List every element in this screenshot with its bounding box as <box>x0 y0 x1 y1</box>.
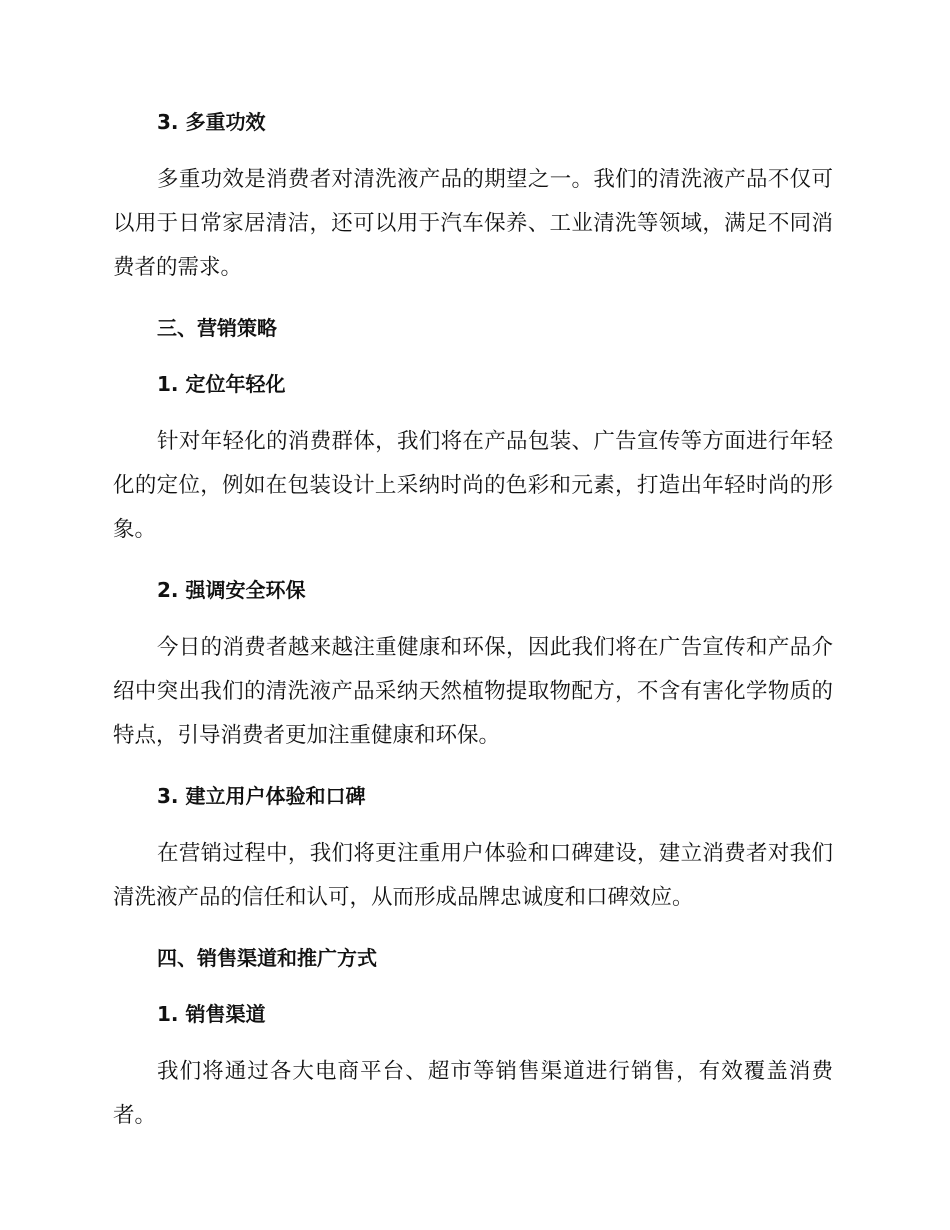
paragraph-multiple-effects: 多重功效是消费者对清洗液产品的期望之一。我们的清洗液产品不仅可以用于日常家居清洁，还可以用于汽车保养、工业清洗等领域，满足不同消费者的需求。 <box>113 167 833 280</box>
heading-youthful-positioning: 1. 定位年轻化 <box>157 372 286 396</box>
heading-sales-channels-promotion: 四、销售渠道和推广方式 <box>157 946 377 970</box>
heading-sales-channels: 1. 销售渠道 <box>157 1002 266 1026</box>
paragraph-sales-channels: 我们将通过各大电商平台、超市等销售渠道进行销售，有效覆盖消费者。 <box>113 1059 833 1128</box>
heading-safety-eco: 2. 强调安全环保 <box>157 578 306 602</box>
heading-multiple-effects: 3. 多重功效 <box>157 110 266 134</box>
paragraph-youthful-positioning: 针对年轻化的消费群体，我们将在产品包装、广告宣传等方面进行年轻化的定位，例如在包装设计上采纳时尚的色彩和元素，打造出年轻时尚的形象。 <box>113 429 833 542</box>
heading-marketing-strategy: 三、营销策略 <box>157 316 277 340</box>
paragraph-safety-eco: 今日的消费者越来越注重健康和环保，因此我们将在广告宣传和产品介绍中突出我们的清洗液产品采纳天然植物提取物配方，不含有害化学物质的特点，引导消费者更加注重健康和环保。 <box>113 635 833 748</box>
heading-user-experience: 3. 建立用户体验和口碑 <box>157 784 366 808</box>
paragraph-user-experience: 在营销过程中，我们将更注重用户体验和口碑建设，建立消费者对我们清洗液产品的信任和认可，从而形成品牌忠诚度和口碑效应。 <box>113 841 833 910</box>
document-body <box>113 108 833 1138</box>
